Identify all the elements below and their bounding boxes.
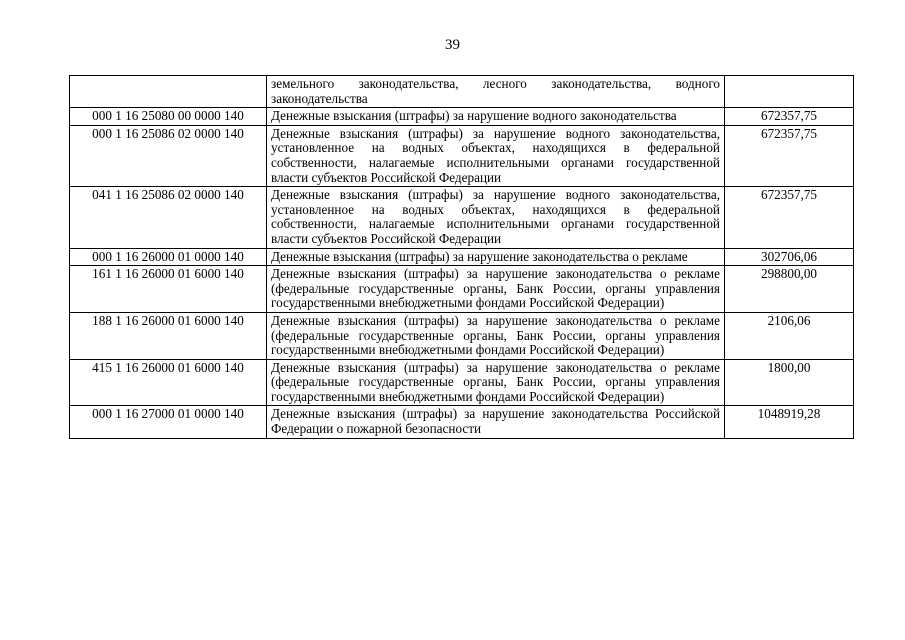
revenue-name-cell: Денежные взыскания (штрафы) за нарушение законодательства о рекламе (федеральные государственные органы, Банк России, органы управления государственными внебюджетными фондами Российской Федерации) bbox=[267, 312, 725, 359]
page-number: 39 bbox=[445, 37, 460, 53]
table-row bbox=[70, 108, 854, 126]
table-row bbox=[70, 187, 854, 248]
revenue-name-cell: Денежные взыскания (штрафы) за нарушение водного законодательства bbox=[267, 108, 725, 126]
revenue-amount-cell: 302706,06 bbox=[725, 248, 854, 266]
table-row bbox=[70, 266, 854, 313]
revenue-amount-cell: 298800,00 bbox=[725, 266, 854, 313]
revenue-code-cell: 000 1 16 27000 01 0000 140 bbox=[70, 406, 267, 438]
revenue-name-cell: Денежные взыскания (штрафы) за нарушение законодательства о рекламе bbox=[267, 248, 725, 266]
revenue-code-cell bbox=[70, 76, 267, 108]
revenue-amount-cell: 672357,75 bbox=[725, 187, 854, 248]
revenue-amount-cell: 672357,75 bbox=[725, 108, 854, 126]
revenue-amount-cell: 2106,06 bbox=[725, 312, 854, 359]
revenue-name-cell: Денежные взыскания (штрафы) за нарушение водного законодательства, установленное на водных объектах, находящихся в федеральной собственности, налагаемые исполнительными органами государственной власти субъектов Российской Федерации bbox=[267, 125, 725, 186]
revenue-code-cell: 188 1 16 26000 01 6000 140 bbox=[70, 312, 267, 359]
revenue-name-cell: Денежные взыскания (штрафы) за нарушение законодательства о рекламе (федеральные государственные органы, Банк России, органы управления государственными внебюджетными фондами Российской Федерации) bbox=[267, 266, 725, 313]
revenue-code-cell: 415 1 16 26000 01 6000 140 bbox=[70, 359, 267, 406]
revenue-code-cell: 161 1 16 26000 01 6000 140 bbox=[70, 266, 267, 313]
revenue-code-cell: 000 1 16 25086 02 0000 140 bbox=[70, 125, 267, 186]
revenue-code-cell: 000 1 16 26000 01 0000 140 bbox=[70, 248, 267, 266]
revenue-code-cell: 041 1 16 25086 02 0000 140 bbox=[70, 187, 267, 248]
revenue-amount-cell: 1048919,28 bbox=[725, 406, 854, 438]
revenue-name-cell: Денежные взыскания (штрафы) за нарушение законодательства Российской Федерации о пожарной безопасности bbox=[267, 406, 725, 438]
table-row bbox=[70, 248, 854, 266]
revenue-name-cell: Денежные взыскания (штрафы) за нарушение водного законодательства, установленное на водных объектах, находящихся в федеральной собственности, налагаемые исполнительными органами государственной власти субъектов Российской Федерации bbox=[267, 187, 725, 248]
revenue-amount-cell: 1800,00 bbox=[725, 359, 854, 406]
table-row bbox=[70, 359, 854, 406]
revenue-name-cell: земельного законодательства, лесного законодательства, водного законодательства bbox=[267, 76, 725, 108]
revenue-amount-cell bbox=[725, 76, 854, 108]
revenue-name-cell: Денежные взыскания (штрафы) за нарушение законодательства о рекламе (федеральные государственные органы, Банк России, органы управления государственными внебюджетными фондами Российской Федерации) bbox=[267, 359, 725, 406]
budget-revenue-table bbox=[69, 75, 854, 439]
table-row bbox=[70, 406, 854, 438]
table-row bbox=[70, 125, 854, 186]
table-row bbox=[70, 76, 854, 108]
revenue-code-cell: 000 1 16 25080 00 0000 140 bbox=[70, 108, 267, 126]
table-row bbox=[70, 312, 854, 359]
revenue-amount-cell: 672357,75 bbox=[725, 125, 854, 186]
